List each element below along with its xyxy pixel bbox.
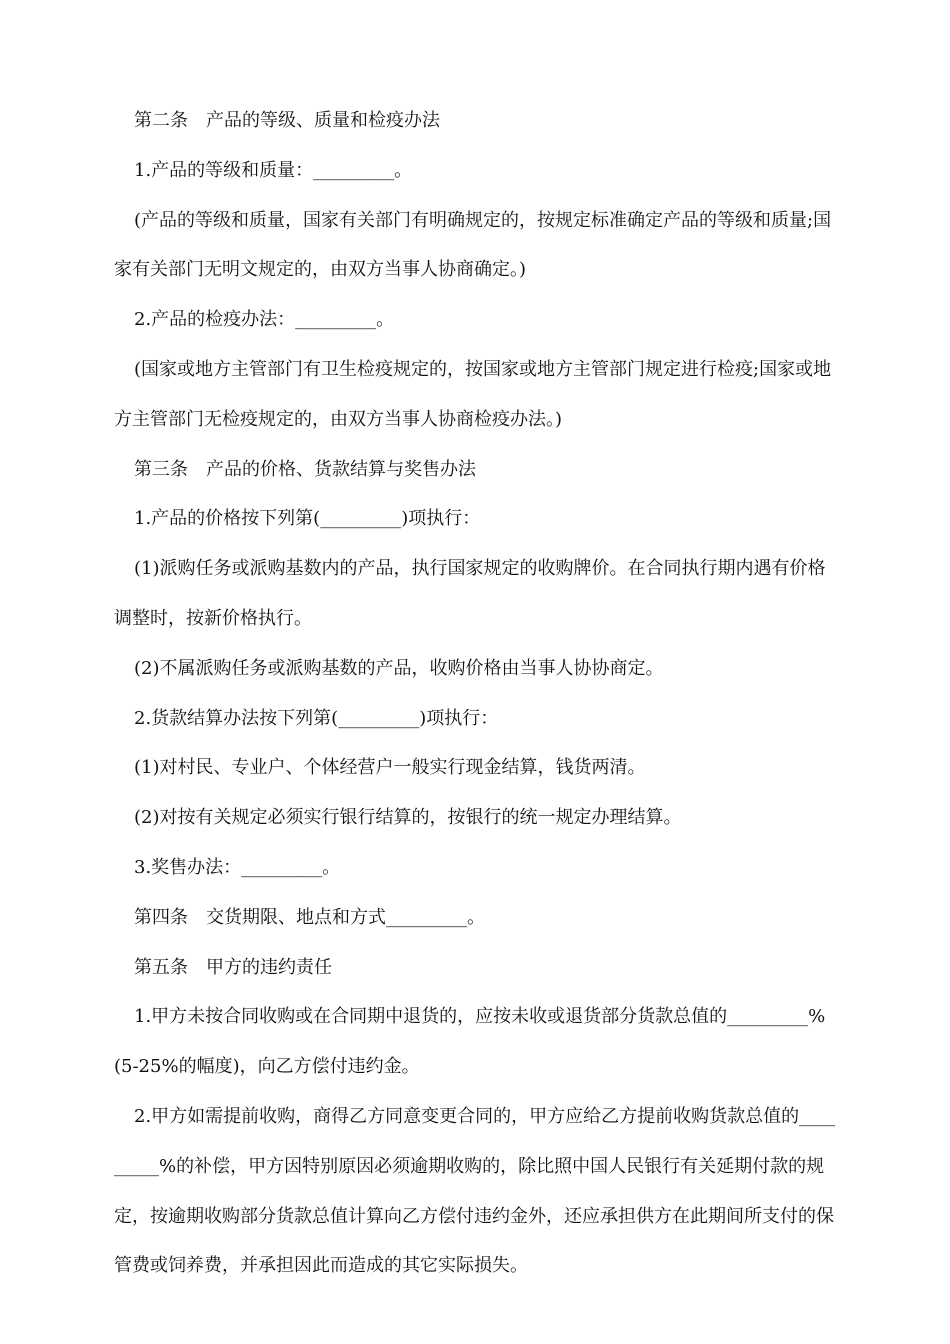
article-3-item-2-option-1: (1)对村民、专业户、个体经营户一般实行现金结算，钱货两清。 — [134, 757, 646, 779]
article-2-item-1: 1.产品的等级和质量：_________。 — [134, 159, 413, 181]
article-4-heading: 第四条 交货期限、地点和方式_________。 — [134, 906, 485, 928]
article-3-item-1-option-2: (2)不属派购任务或派购基数的产品，收购价格由当事人协协商定。 — [134, 657, 664, 679]
article-5-item-2: 2.甲方如需提前收购，商得乙方同意变更合同的，甲方应给乙方提前收购货款总值的_________%的补偿，甲方因特别原因必须逾期收购的，除比照中国人民银行有关延期付款的规定，按逾期收购部分货款总值计算向乙方偿付违约金外，还应承担供方在此期间所支付的保管费或饲养费，并承担因此而造成的其它实际损失。 — [114, 1105, 836, 1277]
article-3-item-3: 3.奖售办法：_________。 — [134, 856, 341, 878]
article-3-item-1: 1.产品的价格按下列第(_________)项执行： — [134, 508, 481, 530]
article-3-item-1-option-1: (1)派购任务或派购基数内的产品，执行国家规定的收购牌价。在合同执行期内遇有价格调整时，按新价格执行。 — [114, 558, 826, 629]
article-5-heading: 第五条 甲方的违约责任 — [134, 956, 332, 978]
article-2-item-2-note: (国家或地方主管部门有卫生检疫规定的，按国家或地方主管部门规定进行检疫;国家或地方主管部门无检疫规定的，由双方当事人协商检疫办法。) — [114, 358, 832, 430]
article-2-item-2: 2.产品的检疫办法：_________。 — [134, 309, 395, 331]
article-3-heading: 第三条 产品的价格、货款结算与奖售办法 — [134, 458, 476, 480]
article-2-heading: 第二条 产品的等级、质量和检疫办法 — [134, 110, 440, 131]
article-2-item-1-note: (产品的等级和质量，国家有关部门有明确规定的，按规定标准确定产品的等级和质量;国家有关部门无明文规定的，由双方当事人协商确定。) — [114, 209, 832, 281]
contract-body — [114, 96, 838, 1291]
article-3-item-2-option-2: (2)对按有关规定必须实行银行结算的，按银行的统一规定办理结算。 — [134, 807, 682, 829]
article-3-item-2: 2.货款结算办法按下列第(_________)项执行： — [134, 707, 499, 729]
article-5-item-1: 1.甲方未按合同收购或在合同期中退货的，应按未收或退货部分货款总值的_________%(5-25%的幅度)，向乙方偿付违约金。 — [114, 1006, 826, 1078]
